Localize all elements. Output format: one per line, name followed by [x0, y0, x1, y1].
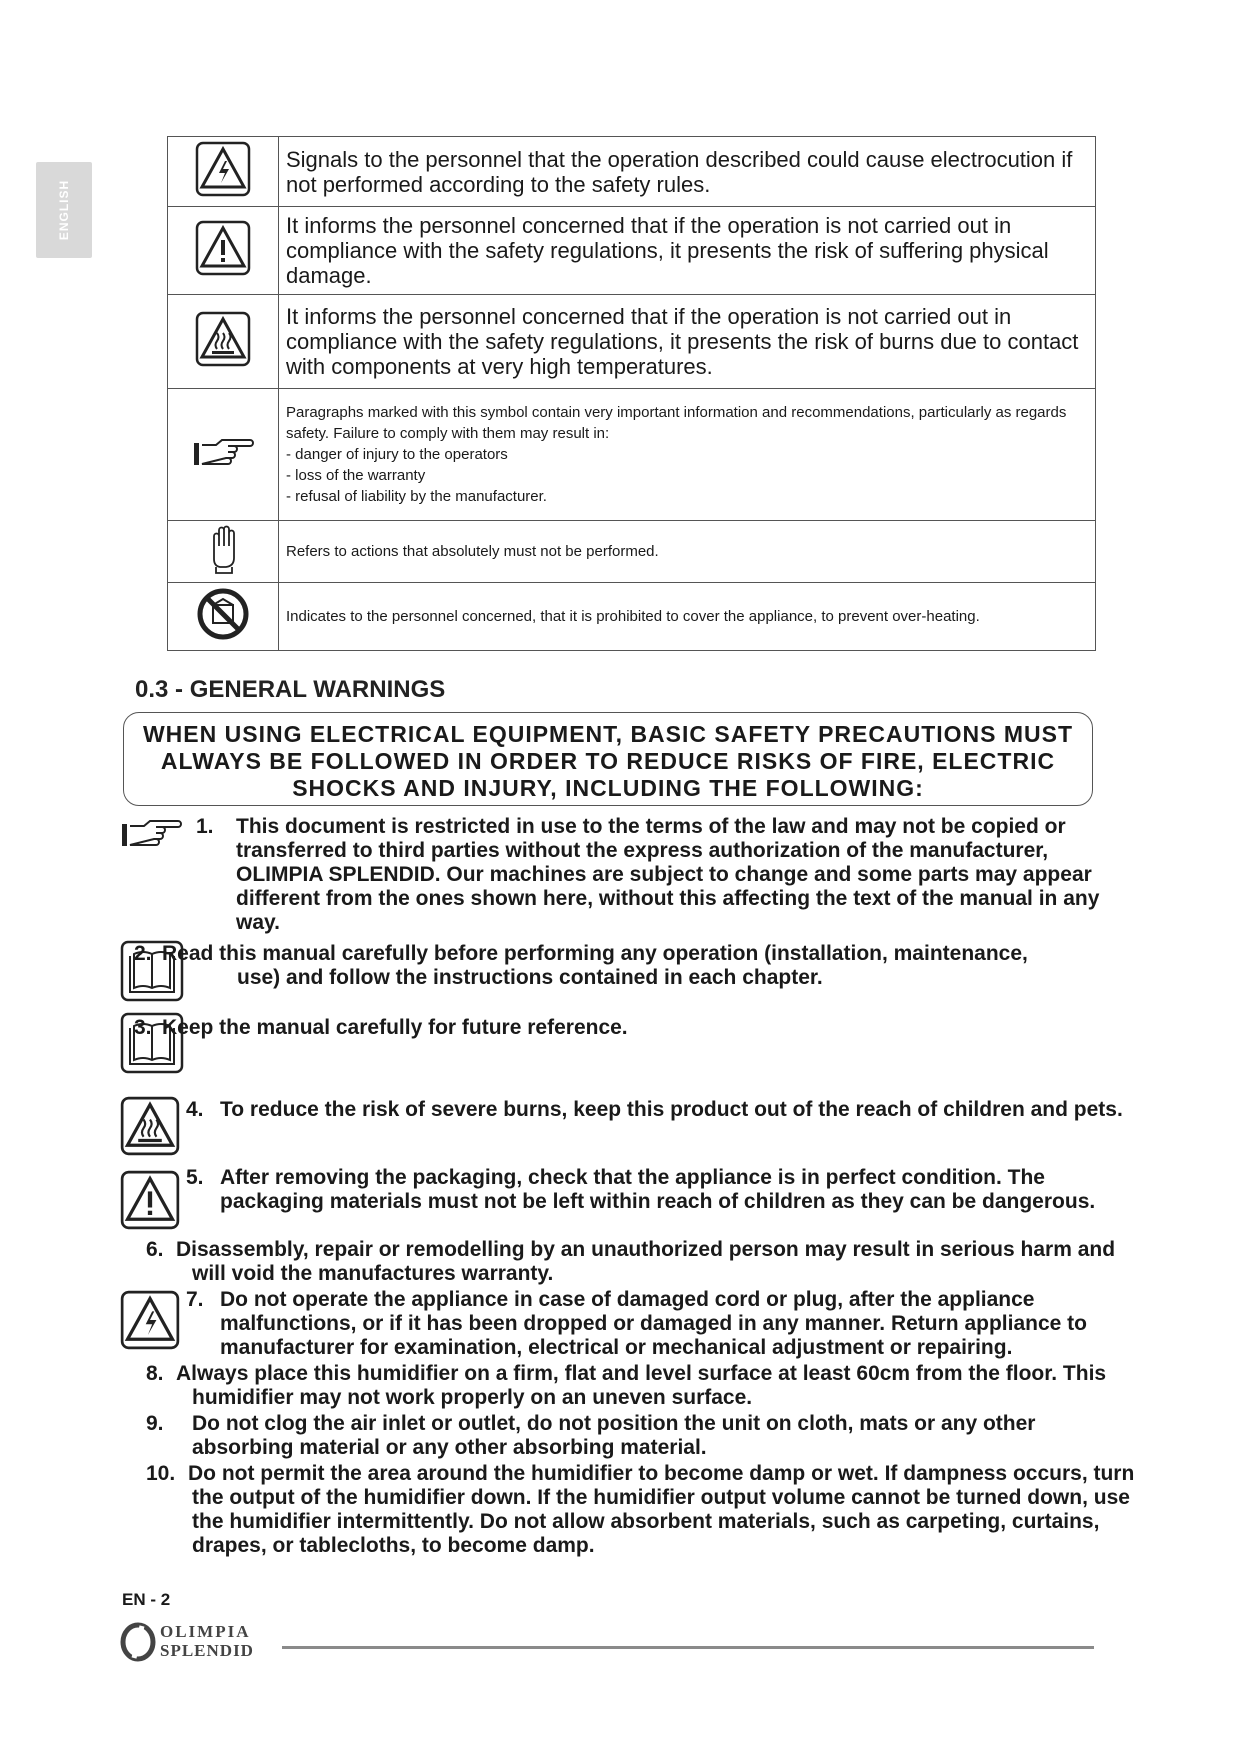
general-danger-icon	[195, 220, 251, 276]
symbol-row	[168, 389, 1096, 521]
warning-item-10	[146, 1462, 1152, 1558]
warning-text: Read this manual carefully before performing any operation (installation, maintenance, use) and follow the instructions contained in each chapter.	[162, 942, 1028, 989]
section-title: 0.3 - GENERAL WARNINGS	[135, 676, 446, 703]
list-item: - danger of injury to the operators	[286, 444, 1085, 465]
warning-item-7	[186, 1288, 1125, 1360]
pointing-hand-icon	[120, 818, 182, 848]
warning-number: 10.	[146, 1462, 176, 1485]
warning-text: Keep the manual carefully for future reference.	[162, 1016, 628, 1039]
warning-number: 4.	[186, 1098, 204, 1121]
symbol-row	[168, 295, 1096, 389]
symbol-description: Indicates to the personnel concerned, that it is prohibited to cover the appliance, to prevent over-heating.	[279, 583, 1096, 651]
warning-number: 1.	[196, 815, 214, 838]
electrocution-warning-icon	[195, 141, 251, 197]
do-not-cover-icon	[196, 587, 250, 641]
warning-item-5	[186, 1166, 1125, 1214]
warning-item-9	[146, 1412, 1137, 1460]
warning-item-8	[146, 1362, 1137, 1410]
warning-number: 8.	[146, 1362, 164, 1385]
warning-item-3	[134, 1016, 1034, 1040]
warning-item-6	[146, 1238, 1137, 1286]
symbol-row	[168, 137, 1096, 207]
general-danger-icon	[120, 1170, 180, 1230]
list-item: - loss of the warranty	[286, 465, 1085, 486]
warning-number: 9.	[146, 1412, 164, 1435]
footer-divider	[282, 1646, 1094, 1649]
warning-number: 6.	[146, 1238, 164, 1261]
list-item: - refusal of liability by the manufacturer.	[286, 486, 1085, 507]
pointing-hand-icon	[192, 437, 254, 467]
symbol-row	[168, 207, 1096, 295]
language-tab-label: ENGLISH	[57, 179, 71, 241]
warning-number: 5.	[186, 1166, 204, 1189]
symbol-description: It informs the personnel concerned that if the operation is not carried out in compliance with the safety regulations, it presents the risk of suffering physical damage.	[279, 207, 1096, 295]
hot-surface-icon	[120, 1096, 180, 1156]
warning-item-2	[134, 942, 1034, 990]
warning-text: To reduce the risk of severe burns, keep this product out of the reach of children and pets.	[220, 1098, 1123, 1121]
symbol-description: Paragraphs marked with this symbol contain very important information and recommendations, particularly as regards safety. Failure to comply with them may result in:	[286, 404, 1067, 442]
symbol-description: Signals to the personnel that the operation described could cause electrocution if not performed according to the safety rules.	[279, 137, 1096, 207]
symbols-legend-table	[167, 136, 1096, 651]
brand-logo	[120, 1620, 278, 1662]
symbol-description: It informs the personnel concerned that if the operation is not carried out in compliance with the safety regulations, it presents the risk of burns due to contact with components at very high temperatures.	[279, 295, 1096, 389]
electrocution-warning-icon	[120, 1290, 180, 1350]
warning-number: 3.	[134, 1016, 152, 1039]
warning-text: Disassembly, repair or remodelling by an unauthorized person may result in serious harm and will void the manufactures warranty.	[176, 1238, 1116, 1285]
safety-precautions-box: WHEN USING ELECTRICAL EQUIPMENT, BASIC SAFETY PRECAUTIONS MUST ALWAYS BE FOLLOWED IN ORDER TO REDUCE RISKS OF FIRE, ELECTRIC SHOCKS AND INJURY, INCLUDING THE FOLLOWING:	[123, 712, 1093, 806]
symbol-description: Refers to actions that absolutely must not be performed.	[279, 521, 1096, 583]
warning-item-4	[186, 1098, 1125, 1122]
warning-number: 2.	[134, 942, 152, 965]
consequence-list	[286, 444, 1085, 507]
language-tab	[36, 162, 92, 258]
warning-text: Do not clog the air inlet or outlet, do not position the unit on cloth, mats or any other absorbing material or any other absorbing material.	[192, 1412, 1036, 1459]
warning-number: 7.	[186, 1288, 204, 1311]
hot-surface-icon	[195, 311, 251, 367]
warning-text: After removing the packaging, check that the appliance is in perfect condition. The packaging materials must not be left within reach of children as they can be dangerous.	[220, 1166, 1096, 1213]
brand-name-line1: OLIMPIA	[160, 1622, 251, 1641]
warning-text: Do not operate the appliance in case of damaged cord or plug, after the appliance malfunctions, or if it has been dropped or damaged in any manner. Return appliance to manufacturer for examination, electrical or mechanical adjustment or repairing.	[220, 1288, 1087, 1359]
warning-text: Always place this humidifier on a firm, flat and level surface at least 60cm from the floor. This humidifier may not work properly on an uneven surface.	[176, 1362, 1107, 1409]
page-number: EN - 2	[122, 1590, 171, 1609]
brand-logo-mark	[120, 1622, 160, 1662]
symbol-row	[168, 521, 1096, 583]
brand-name-line2: SPLENDID	[160, 1641, 254, 1660]
warning-text: Do not permit the area around the humidifier to become damp or wet. If dampness occurs, turn the output of the humidifier down. If the humidifier output volume cannot be turned down, use the humidifier intermittently. Do not allow absorbent materials, such as carpeting, curtains, drapes, or tablecloths, to become damp.	[188, 1462, 1135, 1557]
warning-text: This document is restricted in use to the terms of the law and may not be copied or transferred to third parties without the express authorization of the manufacturer, OLIMPIA SPLENDID. Our machines are subject to change and some parts may appear different from the ones shown here, without this affecting the text of the manual in any way.	[236, 815, 1100, 934]
warning-item-1	[196, 815, 1136, 935]
stop-hand-icon	[208, 524, 238, 574]
symbol-row	[168, 583, 1096, 651]
